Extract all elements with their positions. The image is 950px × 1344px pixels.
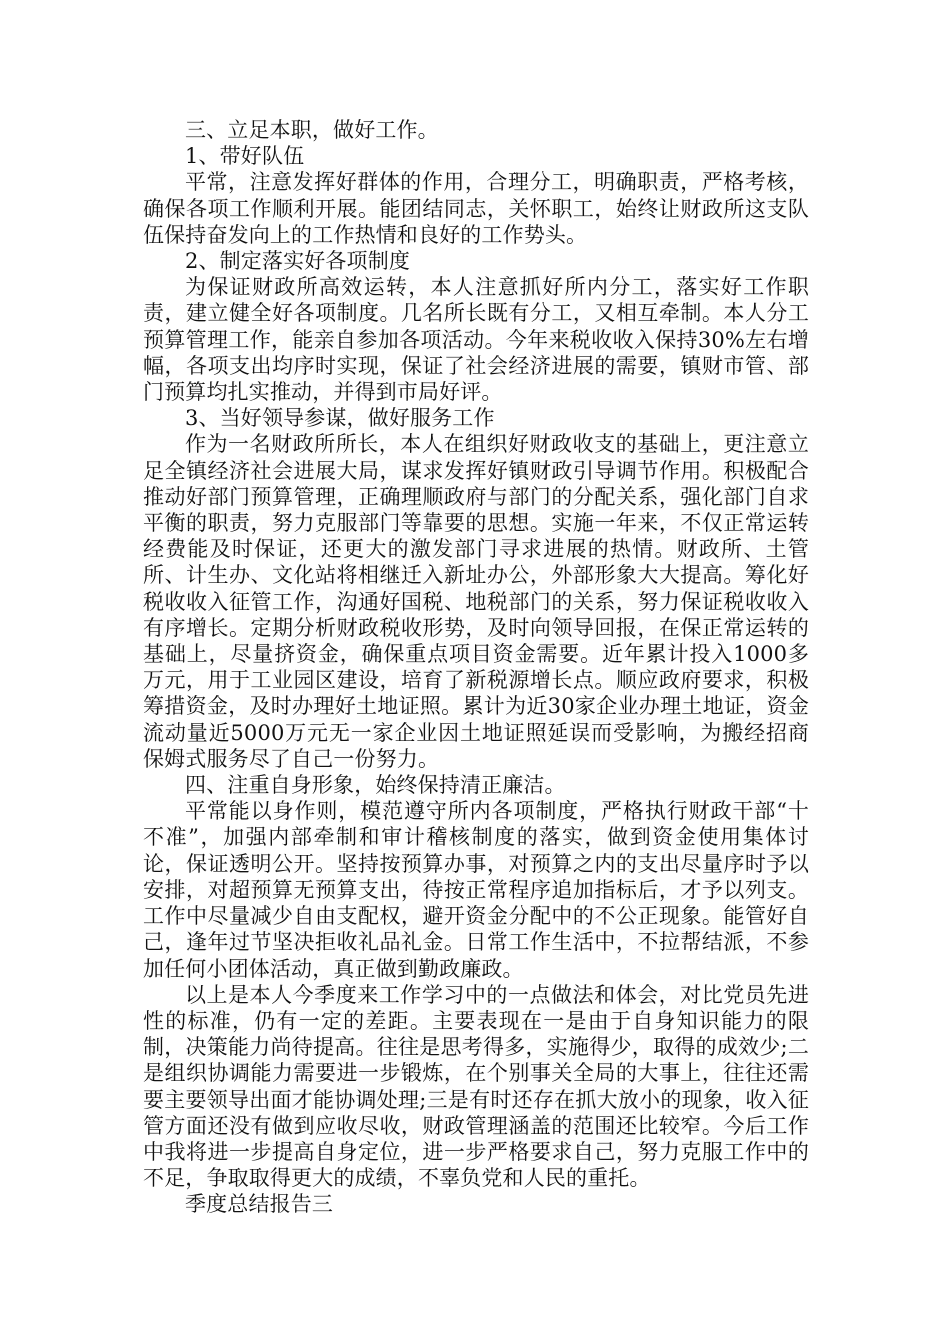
next-report-title: 季度总结报告三 — [185, 1192, 334, 1217]
document-body — [143, 117, 809, 1218]
paragraph-rules: 为保证财政所高效运转，本人注意抓好所内分工，落实好工作职责，建立健全好各项制度。几名所长既有分工，又相互牵制。本人分工预算管理工作，能亲自参加各项活动。今年来税收收入保持30%左右增幅，各项支出均序时实现，保证了社会经济进展的需要，镇财市管、部门预算均扎实推动，并得到市局好评。 — [143, 275, 809, 405]
section-heading-4: 四、注重自身形象，始终保持清正廉洁。 — [185, 773, 566, 798]
subheading-team: 1、带好队伍 — [185, 144, 305, 169]
paragraph-integrity: 平常能以身作则，模范遵守所内各项制度，严格执行财政干部“十不准”，加强内部牵制和审计稽核制度的落实，做到资金使用集体讨论，保证透明公开。坚持按预算办事，对预算之内的支出尽量序时予以安排，对超预算无预算支出，待按正常程序追加指标后，才予以列支。工作中尽量减少自由支配权，避开资金分配中的不公正现象。能管好自己，逢年过节坚决拒收礼品礼金。日常工作生活中，不拉帮结派，不参加任何小团体活动，真正做到勤政廉政。 — [143, 799, 809, 981]
subheading-rules: 2、制定落实好各项制度 — [185, 249, 411, 274]
paragraph-team: 平常，注意发挥好群体的作用，合理分工，明确职责，严格考核，确保各项工作顺利开展。能团结同志，关怀职工，始终让财政所这支队伍保持奋发向上的工作热情和良好的工作势头。 — [143, 170, 809, 247]
paragraph-summary: 以上是本人今季度来工作学习中的一点做法和体会，对比党员先进性的标准，仍有一定的差距。主要表现在一是由于自身知识能力的限制，决策能力尚待提高。往往是思考得多，实施得少，取得的成效少;二是组织协调能力需要进一步锻炼，在个别事关全局的大事上，往往还需要主要领导出面才能协调处理;三是有时还存在抓大放小的现象，收入征管方面还没有做到应收尽收，财政管理涵盖的范围还比较窄。今后工作中我将进一步提高自身定位，进一步严格要求自己，努力克服工作中的不足，争取取得更大的成绩，不辜负党和人民的重托。 — [143, 982, 809, 1191]
subheading-advisor: 3、当好领导参谋，做好服务工作 — [185, 406, 495, 431]
paragraph-advisor: 作为一名财政所所长，本人在组织好财政收支的基础上，更注意立足全镇经济社会进展大局，谋求发挥好镇财政引导调节作用。积极配合推动好部门预算管理，正确理顺政府与部门的分配关系，强化部门自求平衡的职责，努力克服部门等靠要的思想。实施一年来，不仅正常运转经费能及时保证，还更大的激发部门寻求进展的热情。财政所、土管所、计生办、文化站将相继迁入新址办公，外部形象大大提高。筹化好税收收入征管工作，沟通好国税、地税部门的关系，努力保证税收收入有序增长。定期分析财政税收形势，及时向领导回报，在保正常运转的基础上，尽量挤资金，确保重点项目资金需要。近年累计投入1000多万元，用于工业园区建设，培育了新税源增长点。顺应政府要求，积极筹措资金，及时办理好土地证照。累计为近30家企业办理土地证，资金流动量近5000万元无一家企业因土地证照延误而受影响，为搬经招商保姆式服务尽了自己一份努力。 — [143, 432, 809, 771]
section-heading-3: 三、立足本职，做好工作。 — [185, 118, 439, 142]
